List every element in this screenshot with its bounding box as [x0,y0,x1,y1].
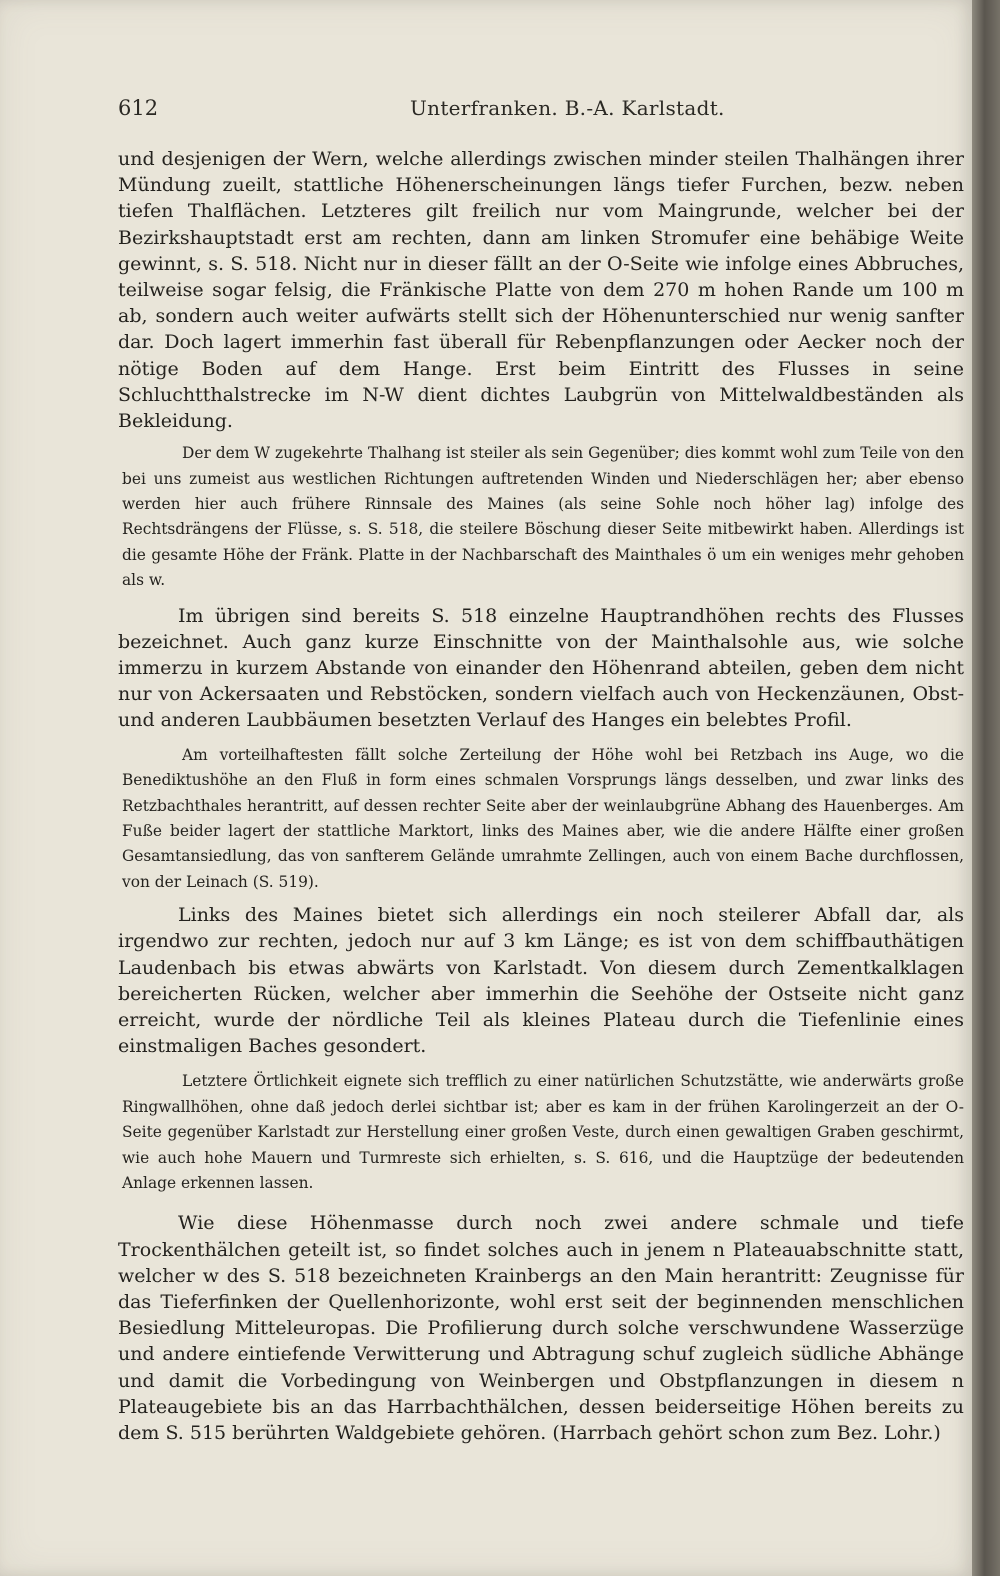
footnote-paragraph: Letztere Örtlichkeit eignete sich trefflich zu einer natürlichen Schutzstätte, wie anderwärts große Ringwallhöhen, ohne daß jedoch derlei sichtbar ist; aber es kam in der frühen Karolingerzeit an der O-Seite gegenüber Karlstadt zur Herstellung einer großen Veste, durch einen gewaltigen Graben geschirmt, wie auch hohe Mauern und Turmreste sich erhielten, s. S. 616, und die Hauptzüge der bedeutenden Anlage erkennen lassen. [122,1072,964,1192]
body-paragraph: und desjenigen der Wern, welche allerdings zwischen minder steilen Thalhängen ihrer Mündung zueilt, stattliche Höhenerscheinungen längs tiefer Furchen, bezw. neben tiefen Thalflächen. Letzteres gilt freilich nur vom Maingrunde, welcher bei der Bezirkshauptstadt erst am rechten, dann am linken Stromufer eine behäbige Weite gewinnt, s. S. 518. Nicht nur in dieser fällt an der O-Seite wie infolge eines Abbruches, teilweise sogar felsig, die Fränkische Platte von dem 270 m hohen Rande um 100 m ab, sondern auch weiter aufwärts stellt sich der Höhenunterschied nur wenig sanfter dar. Doch lagert immerhin fast überall für Rebenpflanzungen oder Aecker noch der nötige Boden auf dem Hange. Erst beim Eintritt des Flusses in seine Schluchtthalstrecke im N-W dient dichtes Laubgrün von Mittelwaldbeständen als Bekleidung. [118,148,964,433]
footnote-paragraph: Am vorteilhaftesten fällt solche Zerteilung der Höhe wohl bei Retzbach ins Auge, wo die Benediktushöhe an den Fluß in form eines schmalen Vorsprungs längs desselben, und zwar links des Retzbachthales herantritt, auf dessen rechter Seite aber der weinlaubgrüne Abhang des Hauenberges. Am Fuße beider lagert der stattliche Marktort, links des Maines aber, wie die andere Hälfte einer großen Gesamtansiedlung, das von sanfterem Gelände umrahmte Zellingen, auch von einem Bache durchflossen, von der Leinach (S. 519). [122,745,964,891]
footnote-paragraph: Der dem W zugekehrte Thalhang ist steiler als sein Gegenüber; dies kommt wohl zum Teile von den bei uns zumeist aus westlichen Richtungen auftretenden Winden und Niederschlägen her; aber ebenso werden hier auch frühere Rinnsale des Maines (als seine Sohle noch höher lag) infolge des Rechtsdrängens der Flüsse, s. S. 518, die steilere Böschung dieser Seite mitbewirkt haben. Allerdings ist die gesamte Höhe der Fränk. Platte in der Nachbarschaft des Mainthales ö um ein weniges mehr gehoben als w. [122,444,964,590]
body-paragraph: Links des Maines bietet sich allerdings ein noch steilerer Abfall dar, als irgendwo zur rechten, jedoch nur auf 3 km Länge; es ist von dem schiffbauthätigen Laudenbach bis etwas abwärts von Karlstadt. Von diesem durch Zementkalklagen bereicherten Rücken, welcher aber immerhin die Seehöhe der Ostseite nicht ganz erreicht, wurde der nördliche Teil als kleines Plateau durch die Tiefenlinie eines einstmaligen Baches gesondert. [118,904,964,1058]
page-number: 612 [118,96,159,120]
page-body [118,146,964,1446]
page-header [118,96,958,126]
running-head: Unterfranken. B.-A. Karlstadt. [410,96,725,120]
body-paragraph: Wie diese Höhenmasse durch noch zwei andere schmale und tiefe Trockenthälchen geteilt ist, so findet solches auch in jenem n Plateauabschnitte statt, welcher w des S. 518 bezeichneten Krainbergs an den Main herantritt: Zeugnisse für das Tieferfinken der Quellenhorizonte, wohl erst seit der beginnenden menschlichen Besiedlung Mitteleuropas. Die Profilierung durch solche verschwundene Wasserzüge und andere eintiefende Verwitterung und Abtragung schuf zugleich südliche Abhänge und damit die Vorbedingung von Weinbergen und Obstpflanzungen in diesem n Plateaugebiete bis an das Harrbachthälchen, dessen beiderseitige Höhen bereits zu dem S. 515 berührten Waldgebiete gehören. (Harrbach gehört schon zum Bez. Lohr.) [118,1212,964,1444]
page-edge [972,0,1000,1576]
body-paragraph: Im übrigen sind bereits S. 518 einzelne Hauptrandhöhen rechts des Flusses bezeichnet. Auch ganz kurze Einschnitte von der Mainthalsohle aus, wie solche immerzu in kurzem Abstande von einander den Höhenrand abteilen, geben dem nicht nur von Ackersaaten und Rebstöcken, sondern vielfach auch von Heckenzäunen, Obst- und anderen Laubbäumen besetzten Verlauf des Hanges ein belebtes Profil. [118,604,964,732]
